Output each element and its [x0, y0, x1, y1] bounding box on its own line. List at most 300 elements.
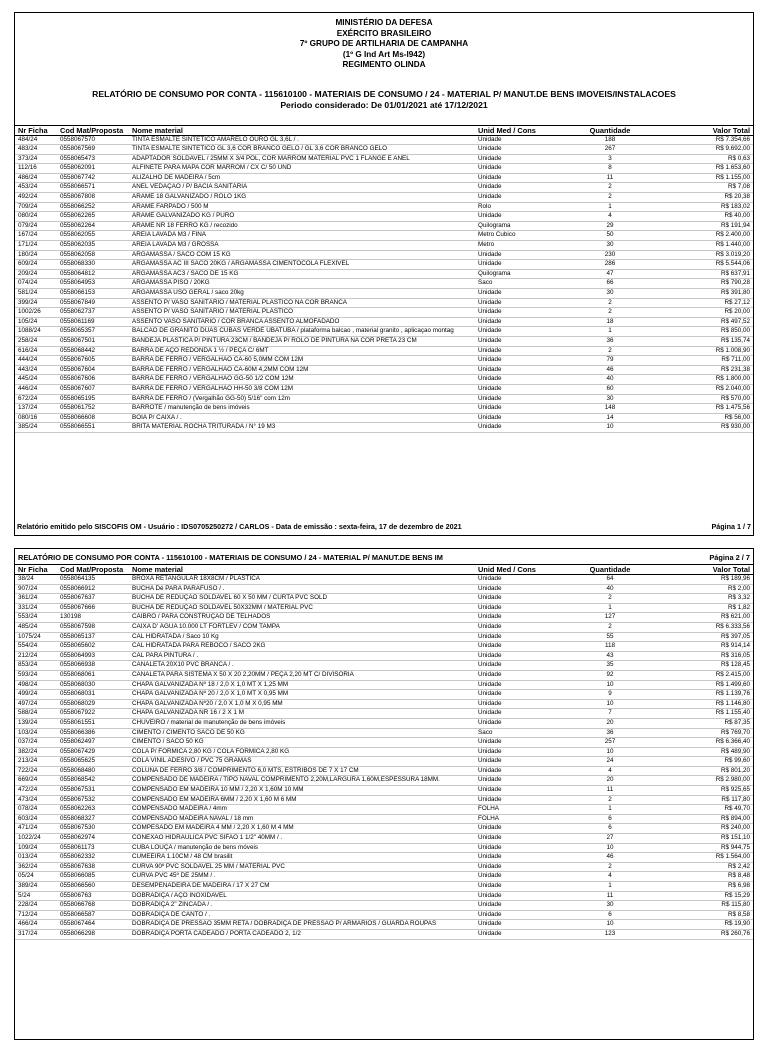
cell-cod-mat: 0558062332 — [57, 853, 129, 863]
org-line: MINISTÉRIO DA DEFESA — [335, 18, 433, 27]
cell-valor-total: R$ 637,91 — [665, 269, 753, 279]
table-row — [15, 814, 753, 824]
cell-unid-med: Saco — [475, 279, 555, 289]
cell-unid-med: Unidade — [475, 164, 555, 174]
cell-nome-material: BALCÃO DE GRANITO DUAS CUBAS VERDE UBATUBA / plataforma balcao , material granito , aplicaçao montag — [129, 327, 475, 337]
cell-nr-ficha: 483/24 — [15, 145, 57, 155]
cell-unid-med: Unidade — [475, 404, 555, 414]
cell-nome-material: ASSENTO VASO SANITARIO / COR BRANCA ASSENTO ALMOFADADO — [129, 317, 475, 327]
cell-unid-med: Unidade — [475, 699, 555, 709]
cell-unid-med: Unidade — [475, 250, 555, 260]
cell-valor-total: R$ 19,90 — [665, 920, 753, 930]
cell-nr-ficha: 180/24 — [15, 250, 57, 260]
cell-cod-mat: 0558062497 — [57, 738, 129, 748]
cell-cod-mat: 0558067532 — [57, 795, 129, 805]
table-row — [15, 145, 753, 155]
cell-quantidade: 188 — [555, 135, 665, 145]
table-row — [15, 929, 753, 939]
cell-nr-ficha: 609/24 — [15, 260, 57, 270]
cell-quantidade: 10 — [555, 699, 665, 709]
cell-valor-total: R$ 135,74 — [665, 336, 753, 346]
cell-quantidade: 35 — [555, 661, 665, 671]
cell-cod-mat: 0558066298 — [57, 929, 129, 939]
cell-nr-ficha: 471/24 — [15, 824, 57, 834]
table-row — [15, 375, 753, 385]
cell-unid-med: Unidade — [475, 690, 555, 700]
cell-unid-med: Unidade — [475, 795, 555, 805]
cell-unid-med: Unidade — [475, 642, 555, 652]
table-row — [15, 212, 753, 222]
cell-valor-total: R$ 1.155,00 — [665, 173, 753, 183]
table-row — [15, 298, 753, 308]
cell-valor-total: R$ 2.980,00 — [665, 776, 753, 786]
cell-quantidade: 18 — [555, 317, 665, 327]
cell-valor-total: R$ 56,00 — [665, 413, 753, 423]
table-row — [15, 853, 753, 863]
cell-valor-total: R$ 3,32 — [665, 594, 753, 604]
cell-unid-med: Unidade — [475, 365, 555, 375]
table-row — [15, 776, 753, 786]
cell-cod-mat: 0558066938 — [57, 661, 129, 671]
cell-quantidade: 66 — [555, 279, 665, 289]
cell-nome-material: BRITA MATERIAL ROCHA TRITURADA / N° 19 M3 — [129, 423, 475, 433]
cell-unid-med: Unidade — [475, 920, 555, 930]
col-unid-med: Unid Med / Cons — [475, 565, 555, 575]
cell-quantidade: 30 — [555, 394, 665, 404]
page-2-header — [15, 549, 753, 564]
cell-valor-total: R$ 7,08 — [665, 183, 753, 193]
cell-quantidade: 2 — [555, 594, 665, 604]
cell-unid-med: Unidade — [475, 776, 555, 786]
cell-nr-ficha: 446/24 — [15, 384, 57, 394]
cell-cod-mat: 0558066551 — [57, 423, 129, 433]
cell-nr-ficha: 382/24 — [15, 747, 57, 757]
cell-nr-ficha: 473/24 — [15, 795, 57, 805]
cell-valor-total: R$ 2.040,00 — [665, 384, 753, 394]
table-row — [15, 738, 753, 748]
cell-cod-mat: 0558067638 — [57, 862, 129, 872]
cell-nome-material: DOBRADIÇA PORTA CADEADO / PORTA CADEADO 2, 1/2 — [129, 929, 475, 939]
cell-nome-material: COLA P/ FORMICA 2,80 KG / COLA FORMICA 2,80 KG — [129, 747, 475, 757]
cell-unid-med: Metro — [475, 241, 555, 251]
cell-quantidade: 118 — [555, 642, 665, 652]
cell-cod-mat: 0558066085 — [57, 872, 129, 882]
cell-nr-ficha: 616/24 — [15, 346, 57, 356]
cell-quantidade: 1 — [555, 327, 665, 337]
cell-quantidade: 20 — [555, 776, 665, 786]
cell-nr-ficha: 080/16 — [15, 413, 57, 423]
cell-unid-med: Unidade — [475, 680, 555, 690]
cell-valor-total: R$ 9.692,00 — [665, 145, 753, 155]
cell-nr-ficha: 212/24 — [15, 651, 57, 661]
cell-cod-mat: 0558066386 — [57, 728, 129, 738]
cell-cod-mat: 0558068327 — [57, 814, 129, 824]
cell-valor-total: R$ 87,35 — [665, 718, 753, 728]
cell-quantidade: 30 — [555, 289, 665, 299]
report-footer — [17, 522, 751, 531]
cell-nr-ficha: 361/24 — [15, 594, 57, 604]
cell-nr-ficha: 499/24 — [15, 690, 57, 700]
cell-cod-mat: 0558067531 — [57, 786, 129, 796]
cell-nome-material: DESEMPENADEIRA DE MADEIRA / 17 X 27 CM — [129, 882, 475, 892]
table-row — [15, 891, 753, 901]
col-quantidade: Quantidade — [555, 125, 665, 135]
table-row — [15, 365, 753, 375]
table-row — [15, 173, 753, 183]
cell-nome-material: BARROTE / manutenção de bens imóveis — [129, 404, 475, 414]
cell-nome-material: COMPENSADO MADEIRA NAVAL / 18 mm — [129, 814, 475, 824]
table-row — [15, 622, 753, 632]
org-line: 7º GRUPO DE ARTILHARIA DE CAMPANHA — [299, 39, 469, 48]
cell-cod-mat: 0558068061 — [57, 670, 129, 680]
col-cod-mat: Cod Mat/Proposta — [57, 125, 129, 135]
cell-unid-med: Unidade — [475, 603, 555, 613]
table-row — [15, 920, 753, 930]
cell-cod-mat: 0558062264 — [57, 221, 129, 231]
cell-nome-material: BUCHA DE REDUÇÃO SOLDAVEL 50X32MM / MATERIAL PVC — [129, 603, 475, 613]
cell-valor-total: R$ 1,82 — [665, 603, 753, 613]
cell-nome-material: CAIXA D' ÁGUA 10.000 LT FORTLEV / COM TAMPA — [129, 622, 475, 632]
cell-quantidade: 148 — [555, 404, 665, 414]
footer-emission-info: Relatório emitido pelo SISCOFIS OM - Usuário : IDS0705250272 / CARLOS - Data de emissão : sexta-feira, 17 de dezembro de 2021 — [17, 522, 462, 531]
cell-quantidade: 2 — [555, 308, 665, 318]
cell-valor-total: R$ 8,48 — [665, 872, 753, 882]
cell-valor-total: R$ 20,00 — [665, 308, 753, 318]
cell-valor-total: R$ 7.354,66 — [665, 135, 753, 145]
cell-cod-mat: 0558068442 — [57, 346, 129, 356]
cell-unid-med: Unidade — [475, 632, 555, 642]
cell-cod-mat: 0558066608 — [57, 413, 129, 423]
cell-valor-total: R$ 489,90 — [665, 747, 753, 757]
cell-cod-mat: 0558066252 — [57, 202, 129, 212]
cell-valor-total: R$ 925,65 — [665, 786, 753, 796]
table-row — [15, 221, 753, 231]
cell-quantidade: 4 — [555, 212, 665, 222]
cell-quantidade: 30 — [555, 241, 665, 251]
cell-nome-material: ARGAMASSA USO GERAL / saco 20kg — [129, 289, 475, 299]
table-row — [15, 260, 753, 270]
cell-nr-ficha: 497/24 — [15, 699, 57, 709]
cell-cod-mat: 0558062974 — [57, 834, 129, 844]
cell-nome-material: ARAME NR 18 FERRO KG / recozido — [129, 221, 475, 231]
cell-valor-total: R$ 2.400,00 — [665, 231, 753, 241]
cell-valor-total: R$ 2.415,00 — [665, 670, 753, 680]
cell-valor-total: R$ 711,00 — [665, 356, 753, 366]
cell-nome-material: ANEL VEDAÇÃO / P/ BACIA SANITÁRIA — [129, 183, 475, 193]
cell-quantidade: 2 — [555, 622, 665, 632]
cell-quantidade: 1 — [555, 805, 665, 815]
cell-nome-material: CONEXAO HIDRAULICA PVC SIFAO 1 1/2" 40MM / . — [129, 834, 475, 844]
table-body — [15, 135, 753, 432]
cell-valor-total: R$ 944,75 — [665, 843, 753, 853]
cell-quantidade: 36 — [555, 728, 665, 738]
cell-unid-med: Unidade — [475, 423, 555, 433]
cell-nr-ficha: 444/24 — [15, 356, 57, 366]
cell-quantidade: 267 — [555, 145, 665, 155]
cell-cod-mat: 0558064812 — [57, 269, 129, 279]
table-row — [15, 670, 753, 680]
cell-quantidade: 2 — [555, 795, 665, 805]
cell-nr-ficha: 013/24 — [15, 853, 57, 863]
cell-nr-ficha: 472/24 — [15, 786, 57, 796]
cell-cod-mat: 0558067637 — [57, 594, 129, 604]
cell-unid-med: Unidade — [475, 356, 555, 366]
table-row — [15, 183, 753, 193]
cell-unid-med: Unidade — [475, 575, 555, 585]
table-row — [15, 747, 753, 757]
cell-quantidade: 1 — [555, 882, 665, 892]
cell-valor-total: R$ 1.155,40 — [665, 709, 753, 719]
cell-unid-med: Unidade — [475, 929, 555, 939]
cell-nome-material: ARGAMASSA AC3 / SACO DE 15 KG — [129, 269, 475, 279]
table-header-row — [15, 565, 753, 575]
cell-nr-ficha: 399/24 — [15, 298, 57, 308]
table-row — [15, 202, 753, 212]
cell-valor-total: R$ 316,05 — [665, 651, 753, 661]
cell-cod-mat: 0558065137 — [57, 632, 129, 642]
cell-cod-mat: 0558067429 — [57, 747, 129, 757]
col-cod-mat: Cod Mat/Proposta — [57, 565, 129, 575]
cell-quantidade: 11 — [555, 786, 665, 796]
cell-valor-total: R$ 15,29 — [665, 891, 753, 901]
cell-cod-mat: 0558066768 — [57, 901, 129, 911]
cell-nome-material: CHUVEIRO / material de manutenção de bens imóveis — [129, 718, 475, 728]
table-row — [15, 279, 753, 289]
cell-quantidade: 27 — [555, 834, 665, 844]
report-title-block — [15, 89, 753, 111]
cell-unid-med: Unidade — [475, 786, 555, 796]
cell-cod-mat: 0558067922 — [57, 709, 129, 719]
cell-nome-material: BARRA DE AÇO REDONDA 1 ½ / PEÇA C/ 6MT — [129, 346, 475, 356]
table-row — [15, 317, 753, 327]
cell-nr-ficha: 38/24 — [15, 575, 57, 585]
cell-valor-total: R$ 391,80 — [665, 289, 753, 299]
cell-nome-material: DOBRADIÇA DE CANTO / . — [129, 910, 475, 920]
cell-nome-material: CIMENTO / SACO 50 KG — [129, 738, 475, 748]
table-row — [15, 690, 753, 700]
consumption-table-page-1 — [15, 125, 753, 433]
cell-nr-ficha: 167/24 — [15, 231, 57, 241]
cell-cod-mat: 0558067666 — [57, 603, 129, 613]
cell-unid-med: Unidade — [475, 308, 555, 318]
cell-unid-med: Quilograma — [475, 269, 555, 279]
cell-quantidade: 10 — [555, 747, 665, 757]
cell-nome-material: AREIA LAVADA M3 / FINA — [129, 231, 475, 241]
cell-quantidade: 10 — [555, 680, 665, 690]
cell-unid-med: Unidade — [475, 882, 555, 892]
cell-quantidade: 10 — [555, 920, 665, 930]
cell-valor-total: R$ 240,00 — [665, 824, 753, 834]
cell-nr-ficha: 317/24 — [15, 929, 57, 939]
cell-nome-material: BROXA RETANGULAR 18X8CM / PLASTICA — [129, 575, 475, 585]
cell-nome-material: BARRA DE FERRO / VERGALHÃO CA-60M 4,2MM COM 12M — [129, 365, 475, 375]
cell-unid-med: Saco — [475, 728, 555, 738]
col-nr-ficha: Nr Ficha — [15, 125, 57, 135]
table-row — [15, 584, 753, 594]
cell-valor-total: R$ 769,70 — [665, 728, 753, 738]
cell-valor-total: R$ 49,70 — [665, 805, 753, 815]
cell-nome-material: COMPENSADO DE MADEIRA / TIPO NAVAL COMPRIMENTO 2,20M,LARGURA 1,60M,ESPESSURA 18MM. — [129, 776, 475, 786]
cell-unid-med: Unidade — [475, 317, 555, 327]
cell-cod-mat: 0558068031 — [57, 690, 129, 700]
table-row — [15, 327, 753, 337]
col-unid-med: Unid Med / Cons — [475, 125, 555, 135]
table-row — [15, 269, 753, 279]
cell-quantidade: 14 — [555, 413, 665, 423]
cell-nr-ficha: 171/24 — [15, 241, 57, 251]
cell-nr-ficha: 080/24 — [15, 212, 57, 222]
cell-valor-total: R$ 894,00 — [665, 814, 753, 824]
cell-quantidade: 4 — [555, 872, 665, 882]
cell-nome-material: CURVA 90º PVC SOLDAVEL 25 MM / MATERIAL PVC — [129, 862, 475, 872]
cell-nr-ficha: 484/24 — [15, 135, 57, 145]
col-nome-material: Nome material — [129, 125, 475, 135]
cell-nr-ficha: 1022/24 — [15, 834, 57, 844]
table-row — [15, 135, 753, 145]
cell-cod-mat: 0558067606 — [57, 375, 129, 385]
cell-unid-med: Unidade — [475, 766, 555, 776]
cell-quantidade: 1 — [555, 202, 665, 212]
cell-nr-ficha: 5/24 — [15, 891, 57, 901]
cell-quantidade: 6 — [555, 910, 665, 920]
cell-quantidade: 1 — [555, 603, 665, 613]
cell-nome-material: CHAPA GALVANIZADA Nº 20 / 2,0 X 1,0 MT X 0,95 MM — [129, 690, 475, 700]
table-row — [15, 404, 753, 414]
cell-valor-total: R$ 128,45 — [665, 661, 753, 671]
col-valor-total: Valor Total — [665, 125, 753, 135]
report-period: Periodo considerado: De 01/01/2021 até 17/12/2021 — [280, 99, 488, 110]
cell-cod-mat: 0558062091 — [57, 164, 129, 174]
cell-quantidade: 10 — [555, 843, 665, 853]
cell-nr-ficha: 331/24 — [15, 603, 57, 613]
cell-unid-med: Unidade — [475, 594, 555, 604]
cell-valor-total: R$ 231,38 — [665, 365, 753, 375]
cell-valor-total: R$ 20,38 — [665, 193, 753, 203]
cell-quantidade: 60 — [555, 384, 665, 394]
cell-valor-total: R$ 117,80 — [665, 795, 753, 805]
cell-unid-med: Unidade — [475, 910, 555, 920]
cell-nome-material: BARRA DE FERRO / VERGALHÃO CA-60 5,0MM COM 12M — [129, 356, 475, 366]
cell-nr-ficha: 593/24 — [15, 670, 57, 680]
cell-nome-material: BUCHA Dé PARA PARAFUSO / . — [129, 584, 475, 594]
cell-unid-med: Unidade — [475, 289, 555, 299]
cell-nr-ficha: 105/24 — [15, 317, 57, 327]
cell-nr-ficha: 1002/26 — [15, 308, 57, 318]
cell-quantidade: 2 — [555, 862, 665, 872]
cell-quantidade: 46 — [555, 853, 665, 863]
cell-nr-ficha: 079/24 — [15, 221, 57, 231]
cell-quantidade: 123 — [555, 929, 665, 939]
cell-cod-mat: 0558062058 — [57, 250, 129, 260]
cell-cod-mat: 0558067808 — [57, 193, 129, 203]
table-row — [15, 154, 753, 164]
table-row — [15, 384, 753, 394]
cell-quantidade: 46 — [555, 365, 665, 375]
cell-nr-ficha: 709/24 — [15, 202, 57, 212]
cell-nome-material: CHAPA GALVANIZADA NR 16 / 2 X 1 M — [129, 709, 475, 719]
cell-nr-ficha: 373/24 — [15, 154, 57, 164]
cell-unid-med: Unidade — [475, 747, 555, 757]
cell-nome-material: TINTA ESMALTE SINTETICO AMARELO OURO GL 3,6L / . — [129, 135, 475, 145]
table-row — [15, 843, 753, 853]
cell-valor-total: R$ 1.653,60 — [665, 164, 753, 174]
cell-valor-total: R$ 1.564,00 — [665, 853, 753, 863]
cell-valor-total: R$ 790,28 — [665, 279, 753, 289]
cell-unid-med: Unidade — [475, 193, 555, 203]
table-row — [15, 901, 753, 911]
cell-cod-mat: 0558065357 — [57, 327, 129, 337]
cell-quantidade: 127 — [555, 613, 665, 623]
cell-cod-mat: 0558064953 — [57, 279, 129, 289]
org-line: EXÉRCITO BRASILEIRO — [336, 28, 432, 38]
cell-cod-mat: 0558061169 — [57, 317, 129, 327]
table-row — [15, 346, 753, 356]
table-row — [15, 680, 753, 690]
cell-nome-material: ARAME FARPADO / 500 M — [129, 202, 475, 212]
cell-nr-ficha: 581/24 — [15, 289, 57, 299]
cell-valor-total: R$ 8,58 — [665, 910, 753, 920]
col-nome-material: Nome material — [129, 565, 475, 575]
org-line: (1º G Ind Art Ms-l942) — [342, 49, 426, 59]
cell-nome-material: ALIZALHO DE MADEIRA / 5cm — [129, 173, 475, 183]
cell-quantidade: 7 — [555, 709, 665, 719]
cell-cod-mat: 0558062737 — [57, 308, 129, 318]
cell-cod-mat: 0558061752 — [57, 404, 129, 414]
cell-nome-material: ARGAMASSA PISO / 20KG — [129, 279, 475, 289]
cell-nr-ficha: 137/24 — [15, 404, 57, 414]
col-nr-ficha: Nr Ficha — [15, 565, 57, 575]
table-row — [15, 241, 753, 251]
cell-unid-med: Unidade — [475, 173, 555, 183]
cell-quantidade: 3 — [555, 154, 665, 164]
cell-unid-med: Unidade — [475, 670, 555, 680]
table-row — [15, 795, 753, 805]
cell-unid-med: Quilograma — [475, 221, 555, 231]
cell-cod-mat: 0558068330 — [57, 260, 129, 270]
cell-nome-material: CAL HIDRATADA / Saco 10 Kg — [129, 632, 475, 642]
cell-quantidade: 47 — [555, 269, 665, 279]
cell-cod-mat: 0558062263 — [57, 805, 129, 815]
table-row — [15, 575, 753, 585]
cell-valor-total: R$ 99,60 — [665, 757, 753, 767]
cell-nr-ficha: 554/24 — [15, 642, 57, 652]
table-row — [15, 356, 753, 366]
cell-nome-material: BUCHA DE REDUÇÃO SOLDAVEL 60 X 50 MM / CURTA PVC SOLD — [129, 594, 475, 604]
cell-unid-med: Unidade — [475, 145, 555, 155]
cell-valor-total: R$ 6.333,56 — [665, 622, 753, 632]
consumption-table-page-2 — [15, 564, 753, 940]
footer-page-number: Página 1 / 7 — [711, 522, 751, 531]
cell-nome-material: COMPENSADO EM MADEIRA 10 MM / 2,20 X 1,60M 10 MM — [129, 786, 475, 796]
cell-nr-ficha: 907/24 — [15, 584, 57, 594]
cell-valor-total: R$ 6.366,40 — [665, 738, 753, 748]
cell-nr-ficha: 672/24 — [15, 394, 57, 404]
table-row — [15, 289, 753, 299]
cell-cod-mat: 055806763 — [57, 891, 129, 901]
cell-unid-med: Unidade — [475, 336, 555, 346]
table-row — [15, 423, 753, 433]
cell-valor-total: R$ 1.139,76 — [665, 690, 753, 700]
cell-cod-mat: 0558065602 — [57, 642, 129, 652]
cell-cod-mat: 0558064135 — [57, 575, 129, 585]
report-page-2 — [14, 548, 754, 1040]
cell-nr-ficha: 443/24 — [15, 365, 57, 375]
cell-nr-ficha: 362/24 — [15, 862, 57, 872]
cell-valor-total: R$ 0,63 — [665, 154, 753, 164]
cell-cod-mat: 0558061173 — [57, 843, 129, 853]
cell-valor-total: R$ 260,76 — [665, 929, 753, 939]
cell-unid-med: Unidade — [475, 622, 555, 632]
